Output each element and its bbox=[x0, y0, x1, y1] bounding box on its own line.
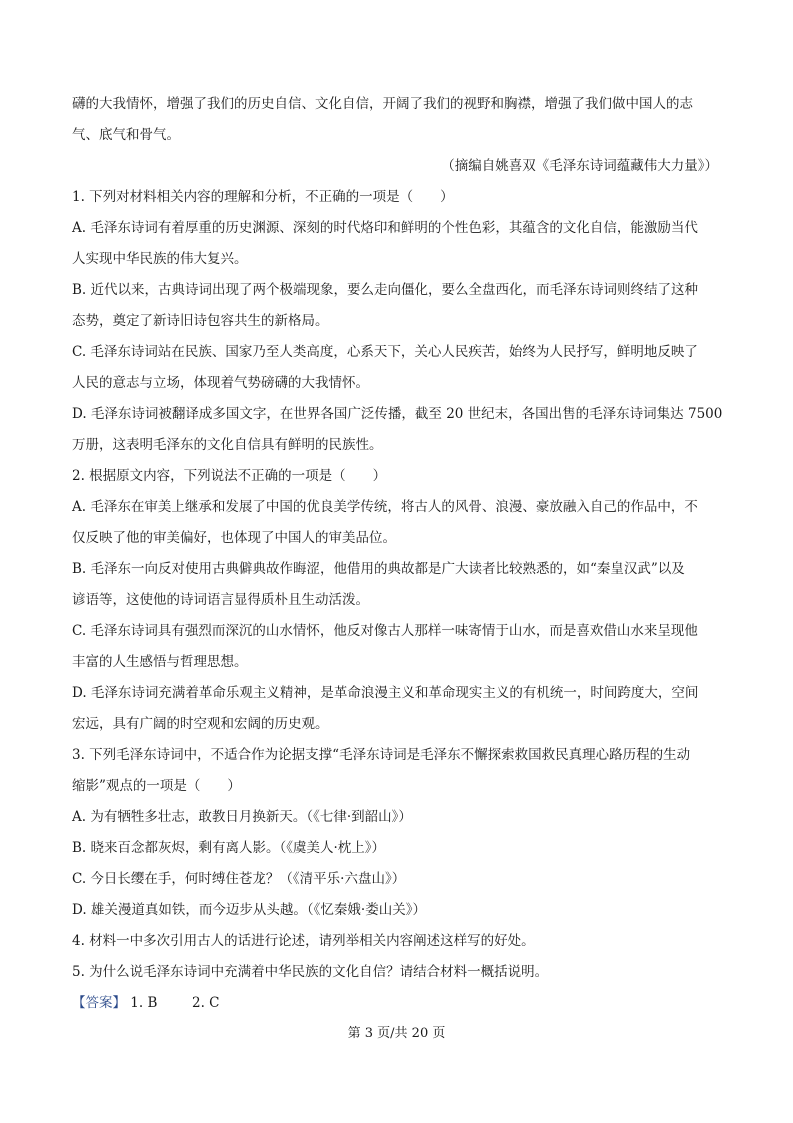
question-3-stem-line-1: 3. 下列毛泽东诗词中，不适合作为论据支撑“毛泽东诗词是毛泽东不懈探索救国救民真理心路历程的生动 bbox=[72, 747, 691, 763]
question-4: 4. 材料一中多次引用古人的话进行论述，请列举相关内容阐述这样写的好处。 bbox=[72, 933, 535, 949]
source-citation: （摘编自姚喜双《毛泽东诗词蕴藏伟大力量》） bbox=[441, 158, 718, 174]
answer-1: 1. B bbox=[130, 995, 158, 1011]
q1-option-d-line-2: 万册，这表明毛泽东的文化自信具有鲜明的民族性。 bbox=[72, 437, 383, 453]
answer-tag: 【答案】 bbox=[72, 995, 126, 1011]
question-5: 5. 为什么说毛泽东诗词中充满着中华民族的文化自信？请结合材料一概括说明。 bbox=[72, 964, 549, 980]
question-3 bbox=[72, 740, 722, 926]
answer-line bbox=[72, 988, 722, 1019]
question-3-stem-line-2: 缩影”观点的一项是（ ） bbox=[72, 778, 241, 794]
q3-option-d: D. 雄关漫道真如铁，而今迈步从头越。（《忆秦娥·娄山关》） bbox=[72, 902, 426, 918]
q1-option-c-line-2: 人民的意志与立场，体现着气势磅礴的大我情怀。 bbox=[72, 375, 369, 391]
page-content bbox=[72, 89, 722, 1019]
q2-option-b-line-1: B. 毛泽东一向反对使用古典僻典故作晦涩，他借用的典故都是广大读者比较熟悉的，如“秦皇汉武”以及 bbox=[72, 561, 685, 577]
q1-option-a-line-2: 人实现中华民族的伟大复兴。 bbox=[72, 251, 248, 267]
intro-line-2: 气、底气和骨气。 bbox=[72, 127, 180, 143]
q1-option-b-line-2: 态势，奠定了新诗旧诗包容共生的新格局。 bbox=[72, 313, 329, 329]
question-2-stem: 2. 根据原文内容，下列说法不正确的一项是（ ） bbox=[72, 468, 387, 484]
question-2 bbox=[72, 461, 722, 740]
q2-option-c-line-2: 丰富的人生感悟与哲理思想。 bbox=[72, 654, 248, 670]
q2-option-b-line-2: 谚语等，这使他的诗词语言显得质朴且生动活泼。 bbox=[72, 592, 369, 608]
page-footer: 第 3 页/共 20 页 bbox=[347, 1026, 446, 1041]
q2-option-a-line-1: A. 毛泽东在审美上继承和发展了中国的优良美学传统，将古人的风骨、浪漫、豪放融入自己的作品中，不 bbox=[72, 499, 698, 515]
q2-option-d-line-2: 宏远，具有广阔的时空观和宏阔的历史观。 bbox=[72, 716, 329, 732]
question-1-stem: 1. 下列对材料相关内容的理解和分析，不正确的一项是（ ） bbox=[72, 189, 454, 205]
q1-option-a-line-1: A. 毛泽东诗词有着厚重的历史渊源、深刻的时代烙印和鲜明的个性色彩，其蕴含的文化自信，能激励当代 bbox=[72, 220, 698, 236]
q2-option-a-line-2: 仅反映了他的审美偏好，也体现了中国人的审美品位。 bbox=[72, 530, 396, 546]
answer-2: 2. C bbox=[191, 995, 220, 1011]
q3-option-a: A. 为有牺牲多壮志，敢教日月换新天。（《七律·到韶山》） bbox=[72, 809, 412, 825]
q1-option-d-line-1: D. 毛泽东诗词被翻译成多国文字，在世界各国广泛传播，截至 20 世纪末，各国出售的毛泽东诗词集达 7500 bbox=[72, 406, 723, 422]
q1-option-b-line-1: B. 近代以来，古典诗词出现了两个极端现象，要么走向僵化，要么全盘西化，而毛泽东诗词则终结了这种 bbox=[72, 282, 699, 298]
q2-option-c-line-1: C. 毛泽东诗词具有强烈而深沉的山水情怀，他反对像古人那样一味寄情于山水，而是喜欢借山水来呈现他 bbox=[72, 623, 698, 639]
question-1 bbox=[72, 182, 722, 461]
q2-option-d-line-1: D. 毛泽东诗词充满着革命乐观主义精神，是革命浪漫主义和革命现实主义的有机统一，时间跨度大，空间 bbox=[72, 685, 699, 701]
q1-option-c-line-1: C. 毛泽东诗词站在民族、国家乃至人类高度，心系天下，关心人民疾苦，始终为人民抒写，鲜明地反映了 bbox=[72, 344, 698, 360]
q3-option-c: C. 今日长缨在手，何时缚住苍龙？（《清平乐·六盘山》） bbox=[72, 871, 406, 887]
intro-line-1: 礴的大我情怀，增强了我们的历史自信、文化自信，开阔了我们的视野和胸襟，增强了我们做中国人的志 bbox=[72, 96, 693, 112]
q3-option-b: B. 晓来百念都灰烬，剩有离人影。（《虞美人·枕上》） bbox=[72, 840, 386, 856]
